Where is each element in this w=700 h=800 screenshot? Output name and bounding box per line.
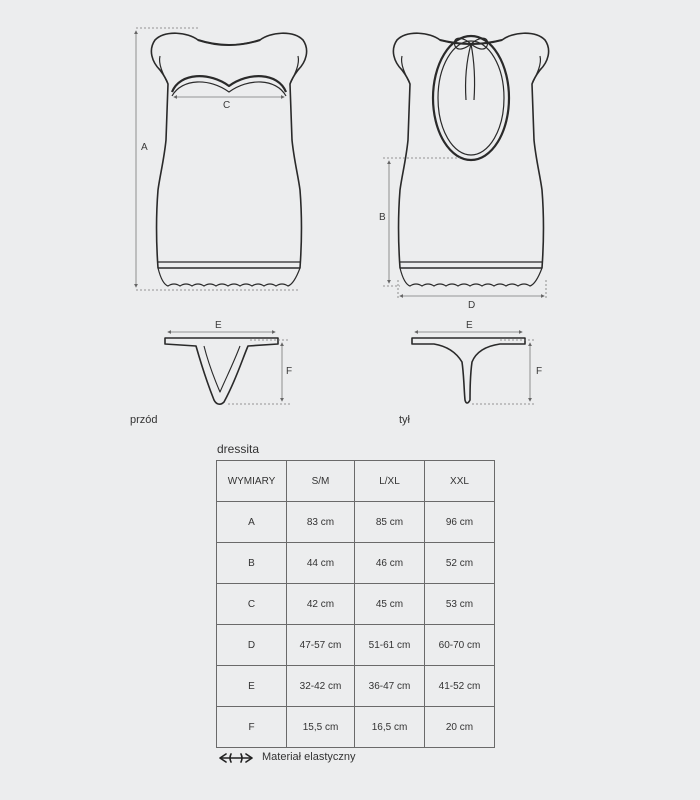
table-cell: 51-61 cm	[355, 625, 425, 666]
table-cell: 60-70 cm	[425, 625, 495, 666]
table-row	[217, 625, 495, 666]
table-cell: 44 cm	[287, 543, 355, 584]
header-cell: S/M	[287, 461, 355, 502]
table-cell: 85 cm	[355, 502, 425, 543]
table-cell: D	[217, 625, 287, 666]
table-cell: 32-42 cm	[287, 666, 355, 707]
table-cell: E	[217, 666, 287, 707]
dimension-label-d: D	[468, 300, 476, 311]
header-cell: WYMIARY	[217, 461, 287, 502]
back-thong-drawing	[412, 338, 525, 403]
front-dress-drawing	[151, 33, 306, 286]
table-cell: 47-57 cm	[287, 625, 355, 666]
back-caption: tył	[399, 414, 410, 426]
table-title: dressita	[217, 442, 260, 456]
dimension-label-c: C	[223, 100, 231, 111]
dimension-label-b: B	[379, 212, 386, 223]
table-cell: B	[217, 543, 287, 584]
front-caption: przód	[130, 414, 158, 426]
table-cell: C	[217, 584, 287, 625]
legend-text: Materiał elastyczny	[262, 751, 356, 763]
table-row	[217, 666, 495, 707]
table-row	[217, 584, 495, 625]
table-cell: 52 cm	[425, 543, 495, 584]
table-row	[217, 707, 495, 748]
table-cell: 96 cm	[425, 502, 495, 543]
table-cell: 16,5 cm	[355, 707, 425, 748]
table-row	[217, 502, 495, 543]
table-row	[217, 543, 495, 584]
table-header-row	[217, 461, 495, 502]
table-cell: 83 cm	[287, 502, 355, 543]
back-dress-drawing	[393, 33, 548, 286]
table-cell: 46 cm	[355, 543, 425, 584]
dimension-label-f-back: F	[536, 366, 543, 377]
table-cell: 42 cm	[287, 584, 355, 625]
table-cell: F	[217, 707, 287, 748]
table-cell: 41-52 cm	[425, 666, 495, 707]
size-table	[216, 460, 495, 748]
table-cell: 20 cm	[425, 707, 495, 748]
dimension-lines	[136, 28, 546, 404]
table-cell: 15,5 cm	[287, 707, 355, 748]
dimension-label-e-back: E	[466, 320, 473, 331]
dimension-label-e-front: E	[215, 320, 222, 331]
header-cell: L/XL	[355, 461, 425, 502]
table-cell: 53 cm	[425, 584, 495, 625]
dimension-label-a: A	[141, 142, 148, 153]
dimension-label-f-front: F	[286, 366, 293, 377]
header-cell: XXL	[425, 461, 495, 502]
table-cell: 45 cm	[355, 584, 425, 625]
front-thong-drawing	[165, 338, 278, 404]
table-cell: A	[217, 502, 287, 543]
table-cell: 36-47 cm	[355, 666, 425, 707]
elastic-arrows-icon	[216, 752, 256, 764]
